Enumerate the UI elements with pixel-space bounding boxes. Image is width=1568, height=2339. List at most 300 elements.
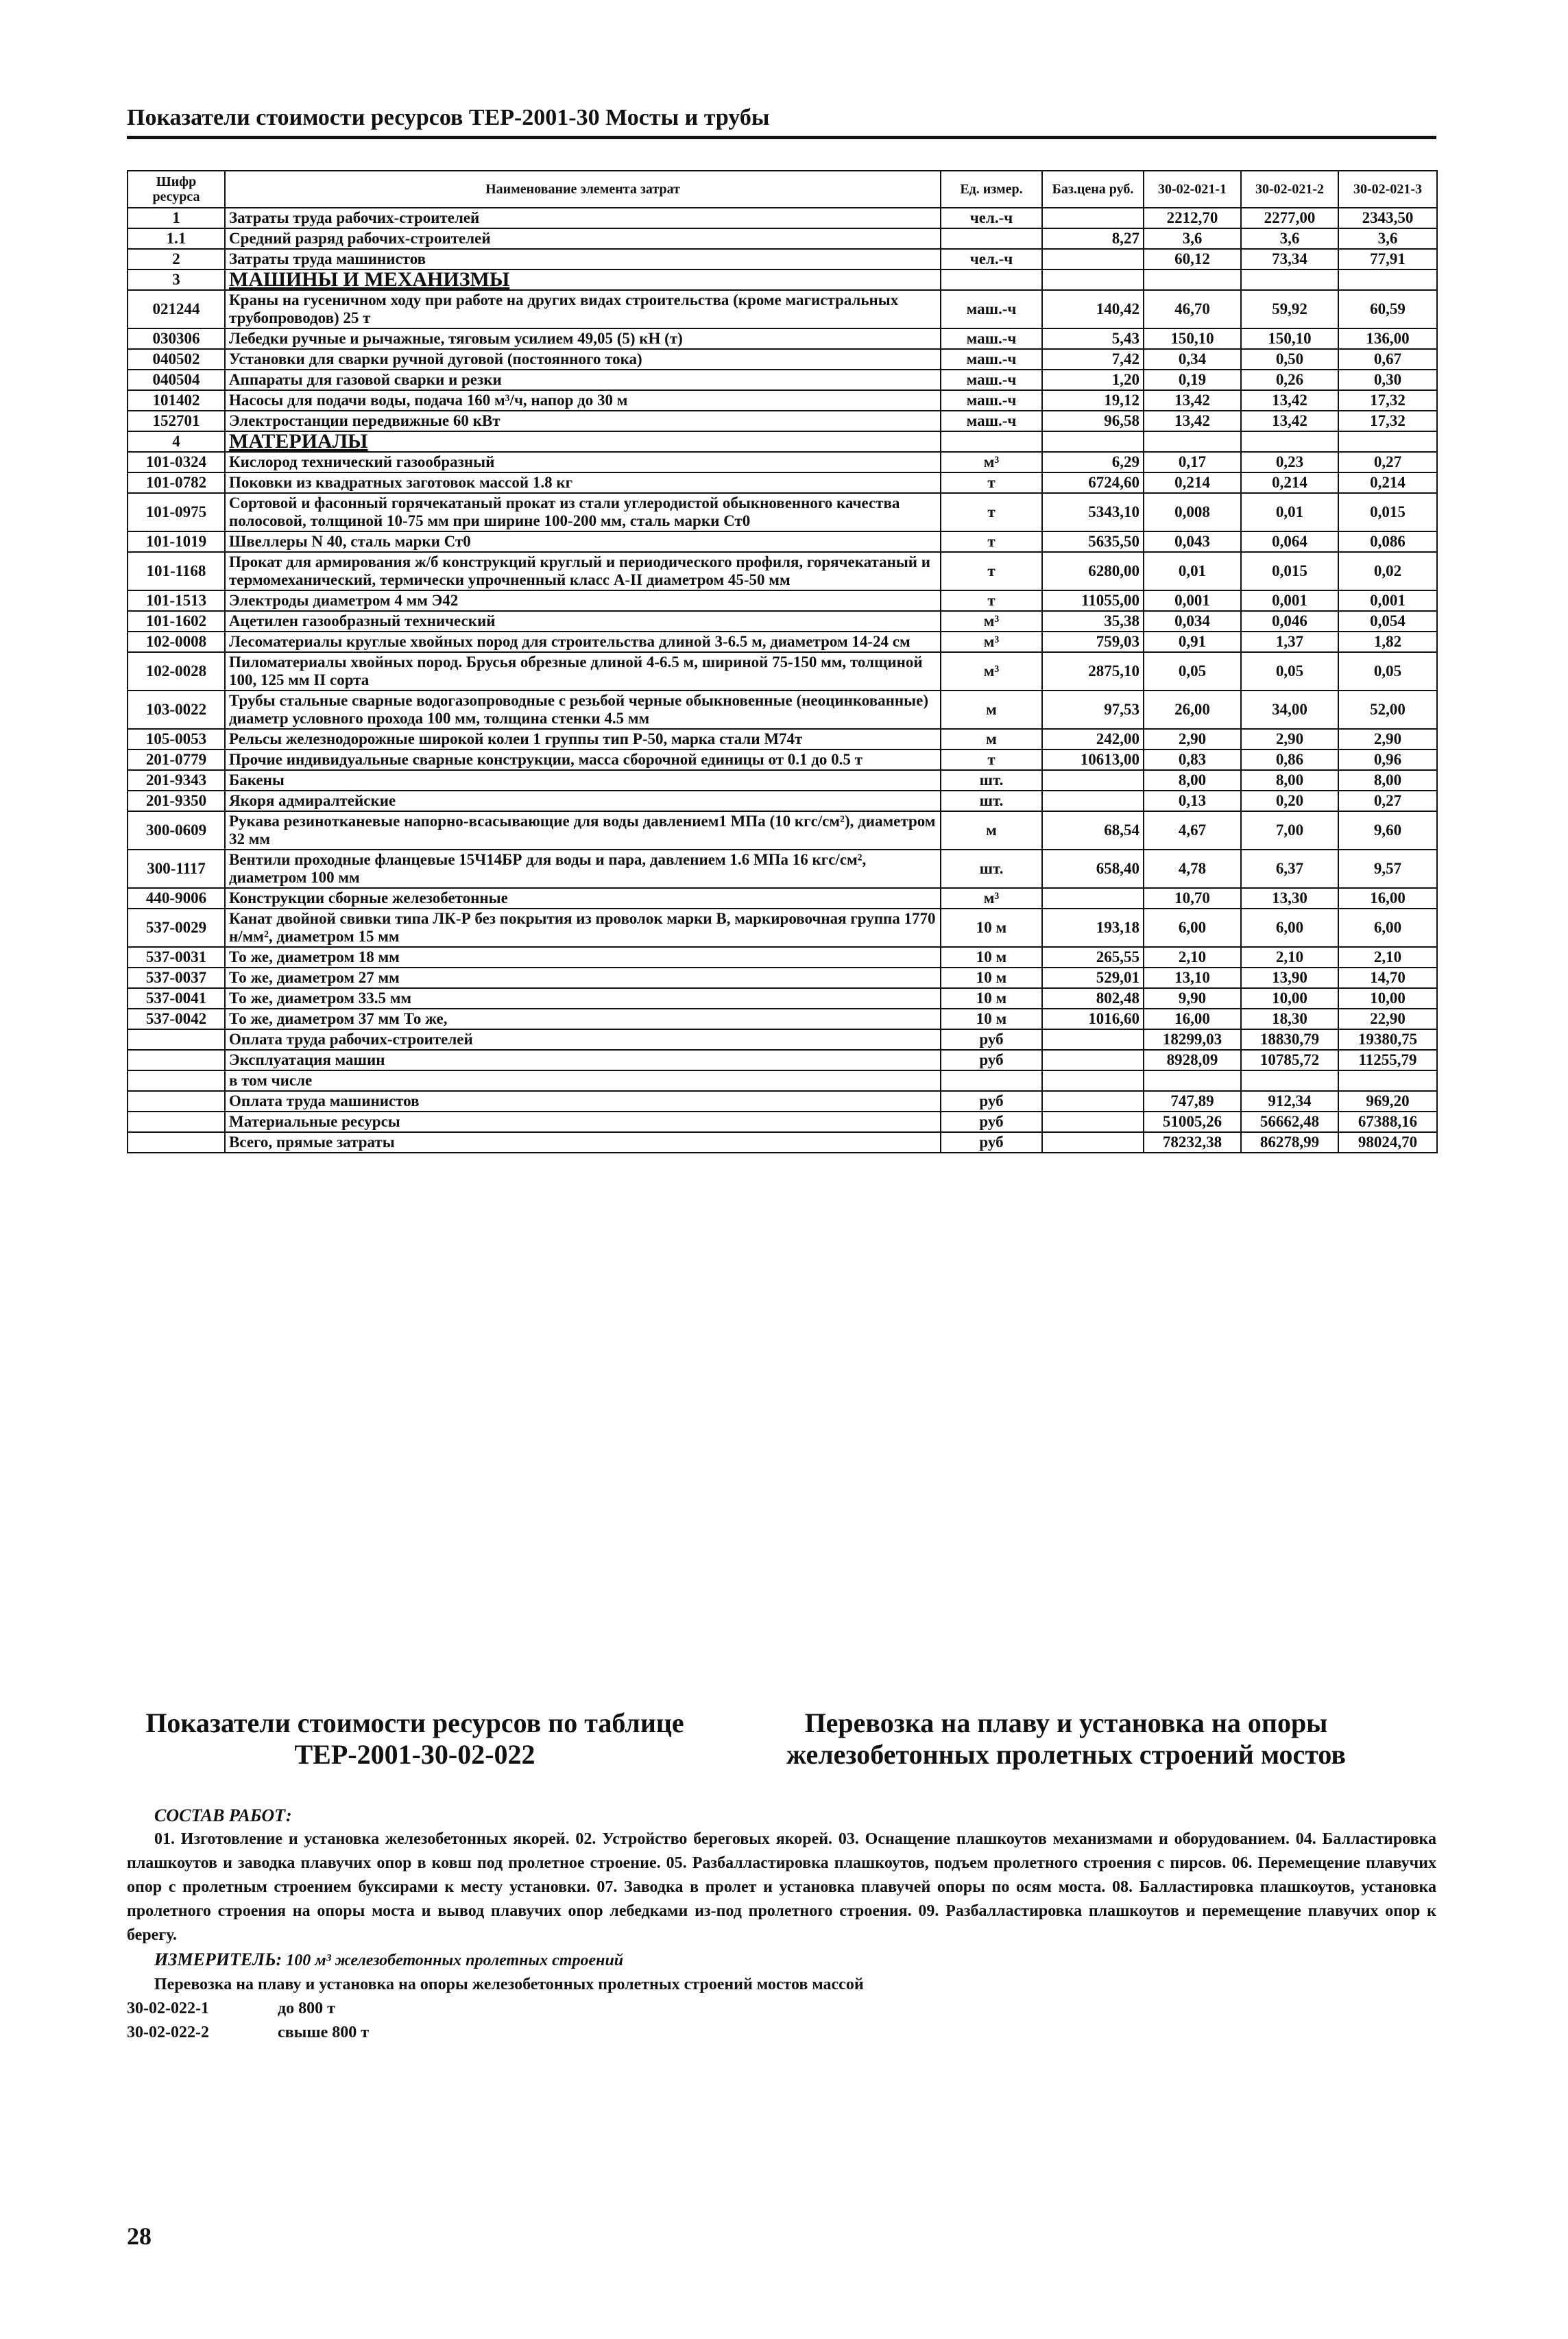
cell-v1: 2,90	[1144, 729, 1241, 749]
cell-unit: маш.-ч	[941, 390, 1042, 411]
table-row	[128, 590, 1437, 611]
cell-code: 537-0042	[128, 1009, 225, 1029]
cell-v3: 2343,50	[1338, 208, 1437, 228]
table-row	[128, 909, 1437, 947]
cell-price: 6280,00	[1042, 552, 1144, 590]
cell-code: 105-0053	[128, 729, 225, 749]
table-totals	[128, 1029, 1437, 1153]
cell-name: Трубы стальные сварные водогазопроводные с резьбой черные обыкновенные (неоцинкованные) диаметр условного прохода 100 мм, толщина стенки 4.5 мм	[225, 691, 941, 729]
cell-v2: 2,90	[1241, 729, 1338, 749]
cell-price: 68,54	[1042, 811, 1144, 850]
totals-row	[128, 1112, 1437, 1132]
cell-v3: 136,00	[1338, 328, 1437, 349]
total-price-blank	[1042, 1091, 1144, 1112]
cell-v2: 0,01	[1241, 493, 1338, 531]
table-row	[128, 208, 1437, 228]
cell-v2: 6,00	[1241, 909, 1338, 947]
cell-price	[1042, 791, 1144, 811]
cell-code: 152701	[128, 411, 225, 431]
total-v1	[1144, 1070, 1241, 1091]
total-name: Материальные ресурсы	[225, 1112, 941, 1132]
cell-code: 440-9006	[128, 888, 225, 909]
cell-v3: 0,054	[1338, 611, 1437, 632]
table-row	[128, 947, 1437, 968]
measure-text: 100 м³ железобетонных пролетных строений	[286, 1952, 624, 1969]
cell-v1: 0,83	[1144, 749, 1241, 770]
table-row	[128, 370, 1437, 390]
cell-unit: м³	[941, 888, 1042, 909]
cell-unit: т	[941, 472, 1042, 493]
cell-v3: 2,10	[1338, 947, 1437, 968]
cell-name: МАШИНЫ И МЕХАНИЗМЫ	[225, 269, 941, 290]
cell-blank	[128, 1070, 225, 1091]
section-title-right: Перевозка на плаву и установка на опоры железобетонных пролетных строений мостов	[786, 1707, 1347, 1770]
cell-code: 101-1513	[128, 590, 225, 611]
col-header-code: Шифр ресурса	[128, 171, 225, 208]
cell-v1: 2,10	[1144, 947, 1241, 968]
cell-price: 1,20	[1042, 370, 1144, 390]
cell-unit: м	[941, 729, 1042, 749]
cell-v3: 17,32	[1338, 390, 1437, 411]
cell-name: Средний разряд рабочих-строителей	[225, 228, 941, 249]
cell-v1: 0,05	[1144, 652, 1241, 691]
cell-name: Затраты труда рабочих-строителей	[225, 208, 941, 228]
cell-v2: 6,37	[1241, 850, 1338, 888]
cell-price: 529,01	[1042, 968, 1144, 988]
cell-code: 537-0041	[128, 988, 225, 1009]
cell-v2: 8,00	[1241, 770, 1338, 791]
cell-name: Рельсы железнодорожные широкой колеи 1 группы тип Р-50, марка стали М74т	[225, 729, 941, 749]
cell-name: Электростанции передвижные 60 кВт	[225, 411, 941, 431]
cell-unit: т	[941, 590, 1042, 611]
table-row	[128, 328, 1437, 349]
totals-row	[128, 1050, 1437, 1070]
col-header-unit: Ед. измер.	[941, 171, 1042, 208]
table-row	[128, 811, 1437, 850]
cell-v2: 34,00	[1241, 691, 1338, 729]
cell-name: То же, диаметром 27 мм	[225, 968, 941, 988]
cell-v1: 0,043	[1144, 531, 1241, 552]
cell-v3: 0,015	[1338, 493, 1437, 531]
cell-v3: 9,60	[1338, 811, 1437, 850]
cell-blank	[128, 1091, 225, 1112]
cell-v2: 13,42	[1241, 411, 1338, 431]
cell-code: 300-0609	[128, 811, 225, 850]
total-unit: руб	[941, 1029, 1042, 1050]
cell-price	[1042, 269, 1144, 290]
cell-name: Лесоматериалы круглые хвойных пород для строительства длиной 3-6.5 м, диаметром 14-24 см	[225, 632, 941, 652]
cell-name: Затраты труда машинистов	[225, 249, 941, 269]
cell-unit	[941, 431, 1042, 452]
total-v1: 8928,09	[1144, 1050, 1241, 1070]
cell-unit: чел.-ч	[941, 208, 1042, 228]
cell-blank	[128, 1050, 225, 1070]
cell-unit	[941, 228, 1042, 249]
cell-v1: 16,00	[1144, 1009, 1241, 1029]
cell-name: Якоря адмиралтейские	[225, 791, 941, 811]
total-v2: 56662,48	[1241, 1112, 1338, 1132]
cell-code: 101-0782	[128, 472, 225, 493]
total-v3: 969,20	[1338, 1091, 1437, 1112]
cell-code: 2	[128, 249, 225, 269]
cell-unit: маш.-ч	[941, 370, 1042, 390]
cell-v2: 7,00	[1241, 811, 1338, 850]
cell-price: 658,40	[1042, 850, 1144, 888]
cell-v2: 0,50	[1241, 349, 1338, 370]
cell-v3: 9,57	[1338, 850, 1437, 888]
cell-v1: 0,01	[1144, 552, 1241, 590]
cell-unit: маш.-ч	[941, 349, 1042, 370]
works-label: СОСТАВ РАБОТ:	[154, 1806, 292, 1825]
cell-v2: 0,26	[1241, 370, 1338, 390]
cell-price: 242,00	[1042, 729, 1144, 749]
code-value: 30-02-022-1	[127, 2000, 209, 2017]
cell-code: 537-0029	[128, 909, 225, 947]
cell-v1: 150,10	[1144, 328, 1241, 349]
table-header-row	[128, 171, 1437, 208]
cell-v2: 0,86	[1241, 749, 1338, 770]
cell-code: 102-0028	[128, 652, 225, 691]
cell-code: 040502	[128, 349, 225, 370]
cell-v1: 8,00	[1144, 770, 1241, 791]
total-v1: 747,89	[1144, 1091, 1241, 1112]
cell-code: 102-0008	[128, 632, 225, 652]
total-unit: руб	[941, 1132, 1042, 1153]
total-v1: 78232,38	[1144, 1132, 1241, 1153]
cell-unit: 10 м	[941, 968, 1042, 988]
total-v3: 67388,16	[1338, 1112, 1437, 1132]
totals-row	[128, 1029, 1437, 1050]
col-header-price: Баз.цена руб.	[1042, 171, 1144, 208]
total-unit: руб	[941, 1050, 1042, 1070]
cell-unit: маш.-ч	[941, 290, 1042, 328]
cell-price: 35,38	[1042, 611, 1144, 632]
cell-price: 5635,50	[1042, 531, 1144, 552]
cell-code: 1.1	[128, 228, 225, 249]
cell-v3	[1338, 269, 1437, 290]
intro-line: Перевозка на плаву и установка на опоры железобетонных пролетных строений мостов массой	[154, 1976, 864, 1993]
cell-v1: 4,78	[1144, 850, 1241, 888]
totals-row	[128, 1070, 1437, 1091]
cell-v1: 13,10	[1144, 968, 1241, 988]
cell-unit: маш.-ч	[941, 411, 1042, 431]
cell-v2: 13,30	[1241, 888, 1338, 909]
cell-price: 97,53	[1042, 691, 1144, 729]
cell-v2: 0,046	[1241, 611, 1338, 632]
total-name: Оплата труда машинистов	[225, 1091, 941, 1112]
cell-v3: 0,05	[1338, 652, 1437, 691]
total-v3: 98024,70	[1338, 1132, 1437, 1153]
cell-v3	[1338, 431, 1437, 452]
cell-price	[1042, 431, 1144, 452]
cell-name: Канат двойной свивки типа ЛК-Р без покрытия из проволок марки В, маркировочная группа 1770 н/мм², диаметром 15 мм	[225, 909, 941, 947]
cell-name: Ацетилен газообразный технический	[225, 611, 941, 632]
cell-v1: 0,008	[1144, 493, 1241, 531]
table-row	[128, 493, 1437, 531]
total-v1: 51005,26	[1144, 1112, 1241, 1132]
cell-price: 5343,10	[1042, 493, 1144, 531]
cell-v2: 0,001	[1241, 590, 1338, 611]
cell-v3: 17,32	[1338, 411, 1437, 431]
page-number: 28	[127, 2222, 152, 2250]
cell-v3: 10,00	[1338, 988, 1437, 1009]
cell-v2: 59,92	[1241, 290, 1338, 328]
cell-v1: 13,42	[1144, 390, 1241, 411]
cell-price: 6,29	[1042, 452, 1144, 472]
cell-v2: 3,6	[1241, 228, 1338, 249]
cell-v2: 0,23	[1241, 452, 1338, 472]
cell-blank	[128, 1029, 225, 1050]
cell-code: 101-0324	[128, 452, 225, 472]
cell-name: Конструкции сборные железобетонные	[225, 888, 941, 909]
cell-v2: 1,37	[1241, 632, 1338, 652]
total-unit: руб	[941, 1091, 1042, 1112]
cell-v1: 13,42	[1144, 411, 1241, 431]
cell-unit: м	[941, 811, 1042, 850]
cell-v3: 0,02	[1338, 552, 1437, 590]
cell-code: 040504	[128, 370, 225, 390]
cell-name: МАТЕРИАЛЫ	[225, 431, 941, 452]
cell-code: 101-1019	[128, 531, 225, 552]
measure-label: ИЗМЕРИТЕЛЬ:	[154, 1950, 282, 1969]
cell-v2	[1241, 269, 1338, 290]
table-row	[128, 269, 1437, 290]
cell-v3: 0,086	[1338, 531, 1437, 552]
cell-code: 101402	[128, 390, 225, 411]
cell-v2: 10,00	[1241, 988, 1338, 1009]
cell-v1: 46,70	[1144, 290, 1241, 328]
cell-unit: маш.-ч	[941, 328, 1042, 349]
cell-v3: 52,00	[1338, 691, 1437, 729]
table-row	[128, 431, 1437, 452]
cell-name: Краны на гусеничном ходу при работе на других видах строительства (кроме магистральных трубопроводов) 25 т	[225, 290, 941, 328]
table-row	[128, 390, 1437, 411]
cell-v3: 22,90	[1338, 1009, 1437, 1029]
table-row	[128, 531, 1437, 552]
table-row	[128, 749, 1437, 770]
cell-unit: чел.-ч	[941, 249, 1042, 269]
cell-unit: шт.	[941, 770, 1042, 791]
resource-table	[127, 170, 1438, 1153]
cell-price: 802,48	[1042, 988, 1144, 1009]
cell-v2: 73,34	[1241, 249, 1338, 269]
table-row	[128, 888, 1437, 909]
cell-name: Вентили проходные фланцевые 15Ч14БР для воды и пара, давлением 1.6 МПа 16 кгс/см², диаметром 100 мм	[225, 850, 941, 888]
cell-price: 265,55	[1042, 947, 1144, 968]
cell-v2	[1241, 431, 1338, 452]
total-v2: 10785,72	[1241, 1050, 1338, 1070]
cell-v3: 77,91	[1338, 249, 1437, 269]
cell-v2: 18,30	[1241, 1009, 1338, 1029]
cell-blank	[128, 1112, 225, 1132]
cell-v1: 0,34	[1144, 349, 1241, 370]
total-v3: 19380,75	[1338, 1029, 1437, 1050]
total-v3	[1338, 1070, 1437, 1091]
cell-v3: 3,6	[1338, 228, 1437, 249]
cell-v3: 0,214	[1338, 472, 1437, 493]
cell-name: Прокат для армирования ж/б конструкций круглый и периодического профиля, горячекатаный и термомеханический, термически упрочненный класс А-II диаметром 45-50 мм	[225, 552, 941, 590]
table-row	[128, 968, 1437, 988]
cell-name: То же, диаметром 37 мм То же,	[225, 1009, 941, 1029]
total-name: Оплата труда рабочих-строителей	[225, 1029, 941, 1050]
cell-v1: 4,67	[1144, 811, 1241, 850]
cell-v1: 26,00	[1144, 691, 1241, 729]
cell-price: 19,12	[1042, 390, 1144, 411]
total-v2: 18830,79	[1241, 1029, 1338, 1050]
cell-v1: 0,17	[1144, 452, 1241, 472]
cell-price: 5,43	[1042, 328, 1144, 349]
cell-v1: 0,13	[1144, 791, 1241, 811]
col-header-name: Наименование элемента затрат	[225, 171, 941, 208]
cell-code: 300-1117	[128, 850, 225, 888]
table-row	[128, 249, 1437, 269]
cell-code: 101-0975	[128, 493, 225, 531]
cell-v3: 0,001	[1338, 590, 1437, 611]
code-desc: свыше 800 т	[278, 2024, 370, 2041]
table-row	[128, 652, 1437, 691]
table-row	[128, 552, 1437, 590]
table-row	[128, 988, 1437, 1009]
cell-unit: шт.	[941, 850, 1042, 888]
table-body	[128, 208, 1437, 1029]
page-header: Показатели стоимости ресурсов ТЕР-2001-30 Мосты и трубы	[127, 105, 770, 130]
cell-name: Кислород технический газообразный	[225, 452, 941, 472]
cell-price	[1042, 888, 1144, 909]
cell-name: Швеллеры N 40, сталь марки Ст0	[225, 531, 941, 552]
cell-v2: 13,90	[1241, 968, 1338, 988]
code-row	[127, 2021, 1436, 2045]
total-unit: руб	[941, 1112, 1042, 1132]
cell-price: 96,58	[1042, 411, 1144, 431]
total-unit	[941, 1070, 1042, 1091]
cell-code: 537-0037	[128, 968, 225, 988]
cell-unit: т	[941, 749, 1042, 770]
cell-name: Прочие индивидуальные сварные конструкции, масса сборочной единицы от 0.1 до 0.5 т	[225, 749, 941, 770]
cell-v3: 0,67	[1338, 349, 1437, 370]
cell-price	[1042, 208, 1144, 228]
cell-v1: 60,12	[1144, 249, 1241, 269]
cell-v1: 0,91	[1144, 632, 1241, 652]
cell-unit: м³	[941, 611, 1042, 632]
cell-name: Бакены	[225, 770, 941, 791]
cell-v3: 14,70	[1338, 968, 1437, 988]
cell-v3: 60,59	[1338, 290, 1437, 328]
cell-price: 11055,00	[1042, 590, 1144, 611]
cell-unit: м³	[941, 632, 1042, 652]
cell-price: 7,42	[1042, 349, 1144, 370]
cell-name: Установки для сварки ручной дуговой (постоянного тока)	[225, 349, 941, 370]
cell-code: 3	[128, 269, 225, 290]
cell-code: 101-1602	[128, 611, 225, 632]
table-row	[128, 290, 1437, 328]
cell-v3: 16,00	[1338, 888, 1437, 909]
cell-name: То же, диаметром 18 мм	[225, 947, 941, 968]
cell-name: Поковки из квадратных заготовок массой 1.8 кг	[225, 472, 941, 493]
cell-v3: 6,00	[1338, 909, 1437, 947]
cell-unit: шт.	[941, 791, 1042, 811]
col-header-v3: 30-02-021-3	[1338, 171, 1437, 208]
table-row	[128, 1009, 1437, 1029]
cell-code: 021244	[128, 290, 225, 328]
cell-price	[1042, 249, 1144, 269]
cell-name: Насосы для подачи воды, подача 160 м³/ч, напор до 30 м	[225, 390, 941, 411]
cell-v3: 0,27	[1338, 452, 1437, 472]
table-row	[128, 472, 1437, 493]
table-row	[128, 632, 1437, 652]
cell-price: 759,03	[1042, 632, 1144, 652]
table-row	[128, 411, 1437, 431]
cell-unit: т	[941, 531, 1042, 552]
cell-code: 101-1168	[128, 552, 225, 590]
table-row	[128, 770, 1437, 791]
table-row	[128, 452, 1437, 472]
cell-v1: 2212,70	[1144, 208, 1241, 228]
cell-unit: 10 м	[941, 988, 1042, 1009]
cell-v3: 1,82	[1338, 632, 1437, 652]
table-row	[128, 691, 1437, 729]
cell-v3: 8,00	[1338, 770, 1437, 791]
code-row	[127, 1997, 1436, 2021]
cell-name: Аппараты для газовой сварки и резки	[225, 370, 941, 390]
table-row	[128, 850, 1437, 888]
section-title-left: Показатели стоимости ресурсов по таблице ТЕР-2001-30-02-022	[145, 1707, 684, 1770]
cell-blank	[128, 1132, 225, 1153]
cell-v2: 2,10	[1241, 947, 1338, 968]
total-price-blank	[1042, 1050, 1144, 1070]
cell-v1: 0,034	[1144, 611, 1241, 632]
cell-v1: 6,00	[1144, 909, 1241, 947]
table-row	[128, 791, 1437, 811]
cell-code: 103-0022	[128, 691, 225, 729]
cell-unit: 10 м	[941, 947, 1042, 968]
cell-code: 1	[128, 208, 225, 228]
cell-v3: 0,30	[1338, 370, 1437, 390]
total-price-blank	[1042, 1029, 1144, 1050]
total-v1: 18299,03	[1144, 1029, 1241, 1050]
header-rule	[127, 136, 1436, 139]
cell-price: 193,18	[1042, 909, 1144, 947]
measure-line	[154, 1947, 1436, 1973]
col-header-v1: 30-02-021-1	[1144, 171, 1241, 208]
cell-v1	[1144, 431, 1241, 452]
totals-row	[128, 1132, 1437, 1153]
cell-v2: 13,42	[1241, 390, 1338, 411]
cell-v1: 3,6	[1144, 228, 1241, 249]
cell-v2: 0,214	[1241, 472, 1338, 493]
cell-v2: 2277,00	[1241, 208, 1338, 228]
cell-v2: 0,05	[1241, 652, 1338, 691]
totals-row	[128, 1091, 1437, 1112]
cell-code: 201-9343	[128, 770, 225, 791]
cell-price: 10613,00	[1042, 749, 1144, 770]
total-price-blank	[1042, 1112, 1144, 1132]
cell-unit: т	[941, 552, 1042, 590]
cell-price: 6724,60	[1042, 472, 1144, 493]
code-desc: до 800 т	[278, 2000, 335, 2017]
cell-v3: 2,90	[1338, 729, 1437, 749]
cell-v1: 0,19	[1144, 370, 1241, 390]
table-row	[128, 228, 1437, 249]
cell-name: Электроды диаметром 4 мм Э42	[225, 590, 941, 611]
cell-code: 537-0031	[128, 947, 225, 968]
cell-v1: 0,214	[1144, 472, 1241, 493]
cell-v1: 9,90	[1144, 988, 1241, 1009]
cell-price: 140,42	[1042, 290, 1144, 328]
total-v2: 86278,99	[1241, 1132, 1338, 1153]
total-name: Всего, прямые затраты	[225, 1132, 941, 1153]
cell-name: Рукава резинотканевые напорно-всасывающие для воды давлением1 МПа (10 кгс/см²), диаметром 32 мм	[225, 811, 941, 850]
cell-v3: 0,96	[1338, 749, 1437, 770]
